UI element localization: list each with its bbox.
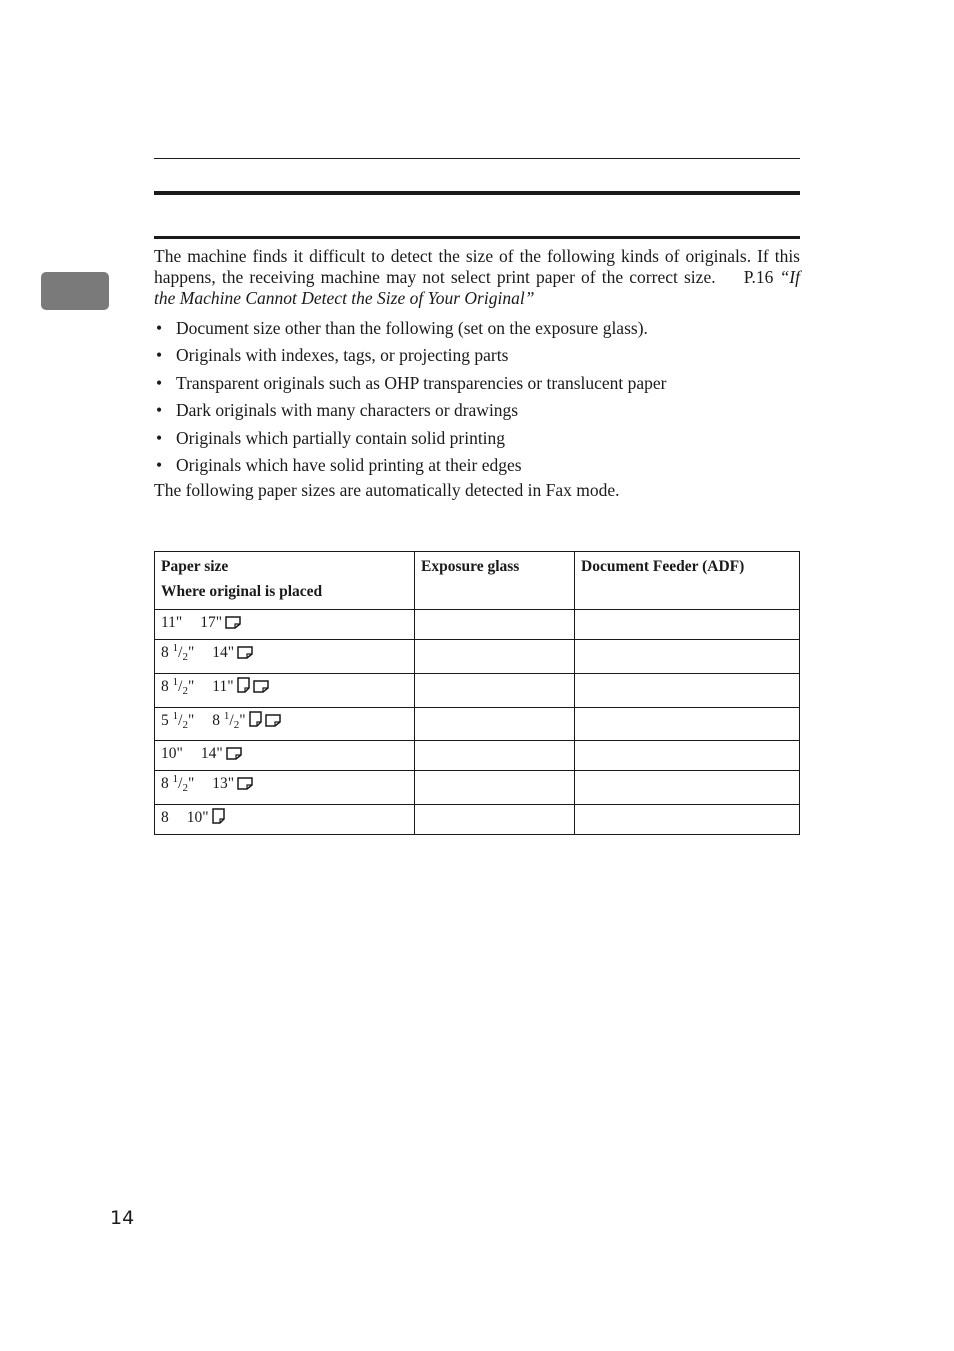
exposure-glass-cell (415, 708, 575, 741)
fraction: $^1/_2$ (172, 710, 188, 731)
reference-title: “If the Machine Cannot Detect the Size of Your Original” (154, 267, 801, 308)
table-row (155, 708, 800, 741)
fraction: $^1/_2$ (172, 676, 188, 697)
landscape-icon (253, 678, 269, 700)
portrait-icon (237, 677, 250, 700)
paper-size-cell (155, 610, 415, 640)
h-value: 11" (212, 678, 234, 695)
adf-cell (575, 741, 800, 771)
bullet-icon: • (156, 400, 163, 421)
list-item: • Transparent originals such as OHP transparencies or translucent paper (154, 370, 800, 397)
w-value: 8 (161, 809, 169, 826)
landscape-icon (237, 644, 253, 666)
paper-size-cell: 8 $^1/_2$" 11" (155, 674, 415, 708)
w-value: 8 (161, 775, 169, 792)
adf-cell (575, 771, 800, 805)
paper-size-table (154, 551, 800, 835)
h-value: 13" (212, 775, 235, 792)
table-row (155, 805, 800, 835)
h-value: 14" (212, 644, 235, 661)
table-row (155, 771, 800, 805)
h-value: 8 (212, 712, 221, 729)
list-item: • Originals which have solid printing at their edges (154, 452, 800, 479)
intro-paragraph (154, 246, 800, 309)
exposure-glass-cell (415, 771, 575, 805)
adf-cell (575, 805, 800, 835)
list-item: • Document size other than the following (set on the exposure glass). (154, 315, 800, 342)
page-number: 14 (110, 1207, 135, 1229)
exposure-glass-cell (415, 610, 575, 640)
table-header-row (155, 552, 800, 610)
detected-sizes-intro: The following paper sizes are automatically detected in Fax mode. (154, 480, 620, 500)
list-item: • Dark originals with many characters or drawings (154, 397, 800, 424)
bullet-icon: • (156, 345, 163, 366)
header-rule-thick (154, 191, 800, 195)
list-item: • Originals with indexes, tags, or projecting parts (154, 342, 800, 369)
w-value: 5 (161, 712, 169, 729)
adf-cell (575, 708, 800, 741)
table-body (155, 610, 800, 835)
header-exposure-glass: Exposure glass (415, 552, 575, 610)
header-adf: Document Feeder (ADF) (575, 552, 800, 610)
paper-size-cell (155, 741, 415, 771)
portrait-icon (249, 711, 262, 734)
bullet-icon: • (156, 427, 163, 448)
section-rule (154, 236, 800, 239)
h-value: 10" (186, 809, 209, 826)
exposure-glass-cell (415, 640, 575, 674)
adf-cell (575, 640, 800, 674)
adf-cell (575, 674, 800, 708)
table-row (155, 741, 800, 771)
fraction: $^1/_2$ (172, 773, 188, 794)
bullet-icon: • (156, 372, 163, 393)
reference-page: P.16 (743, 267, 774, 287)
portrait-icon (212, 808, 225, 831)
table-row (155, 640, 800, 674)
list-item: • Originals which partially contain solid printing (154, 425, 800, 452)
landscape-icon (226, 745, 242, 767)
paper-size-cell: 8 $^1/_2$" 13" (155, 771, 415, 805)
w-value: 10" (161, 745, 183, 762)
fraction: $^1/_2$ (172, 642, 188, 663)
intro-text: The machine finds it difficult to detect the size of the following kinds of originals. If this happens, the receiving machine may not select print paper of the correct size. (154, 246, 800, 287)
w-value: 11" (161, 614, 183, 631)
adf-cell (575, 610, 800, 640)
header-rule-thin (154, 158, 800, 159)
paper-size-cell: 8 $^1/_2$" 14" (155, 640, 415, 674)
landscape-icon (237, 775, 253, 797)
fraction: $^1/_2$ (223, 710, 240, 731)
difficult-originals-list (154, 315, 800, 479)
w-value: 8 (161, 644, 169, 661)
chapter-tab (41, 272, 109, 310)
h-value: 14" (200, 745, 223, 762)
landscape-icon (225, 614, 241, 636)
bullet-icon: • (156, 455, 163, 476)
exposure-glass-cell (415, 741, 575, 771)
exposure-glass-cell (415, 805, 575, 835)
bullet-icon: • (156, 318, 163, 338)
paper-size-cell: 5 $^1/_2$" 8 $^1/_2$" (155, 708, 415, 741)
table-row (155, 610, 800, 640)
exposure-glass-cell (415, 674, 575, 708)
header-paper-size: Paper size Where original is placed (155, 552, 415, 610)
w-value: 8 (161, 678, 169, 695)
landscape-icon (265, 712, 281, 734)
paper-size-cell (155, 805, 415, 835)
h-value: 17" (200, 614, 223, 631)
table-row (155, 674, 800, 708)
